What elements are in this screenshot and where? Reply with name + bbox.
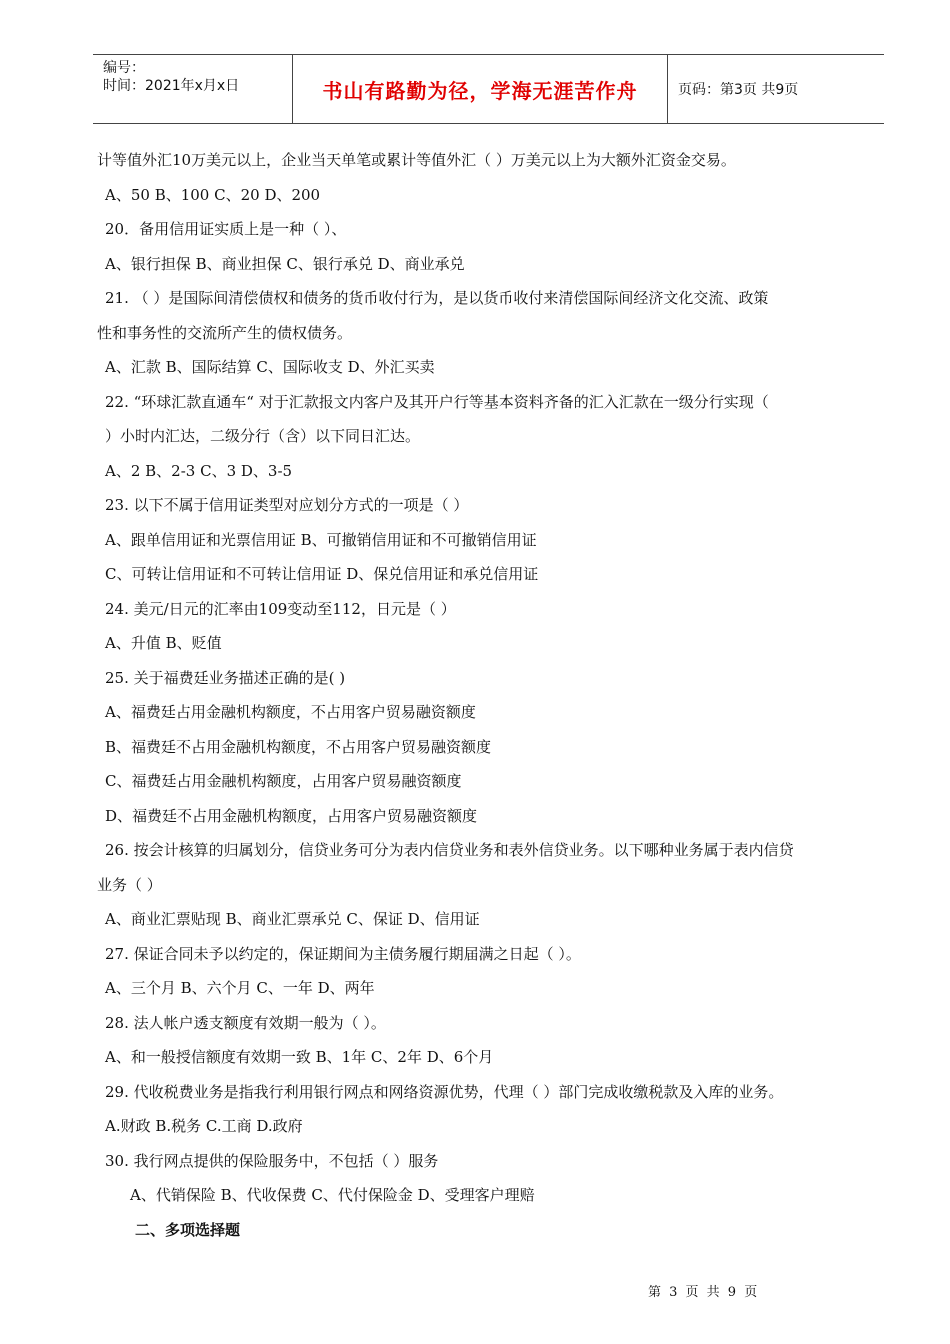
question-text: 29. 代收税费业务是指我行利用银行网点和网络资源优势，代理（ ）部门完成收缴税款及入库的业务。 bbox=[105, 1082, 784, 1101]
answer-options: A、升值 B、贬值 bbox=[105, 634, 222, 652]
section-heading: 二、多项选择题 bbox=[135, 1220, 241, 1239]
answer-options: A、三个月 B、六个月 C、一年 D、两年 bbox=[105, 979, 375, 997]
question-text: 28. 法人帐户透支额度有效期一般为（ ）。 bbox=[105, 1013, 386, 1032]
question-text: 30. 我行网点提供的保险服务中，不包括（ ）服务 bbox=[105, 1151, 439, 1170]
question-text: 26. 按会计核算的归属划分，信贷业务可分为表内信贷业务和表外信贷业务。以下哪种业务属于表内信贷 bbox=[105, 841, 794, 859]
question-text: 业务（ ） bbox=[97, 875, 162, 894]
answer-options: A、50 B、100 C、20 D、200 bbox=[105, 185, 321, 204]
question-text: 23. 以下不属于信用证类型对应划分方式的一项是（ ） bbox=[105, 496, 469, 514]
answer-options: A、2 B、2-3 C、3 D、3-5 bbox=[105, 461, 293, 480]
answer-options: B、福费廷不占用金融机构额度，不占用客户贸易融资额度 bbox=[105, 737, 492, 756]
question-text: 21. （ ）是国际间清偿债权和债务的货币收付行为，是以货币收付来清偿国际间经济文化交流、政策 bbox=[105, 289, 769, 307]
header-motto: 书山有路勤为径，学海无涯苦作舟 bbox=[293, 55, 668, 123]
page-header bbox=[93, 54, 884, 124]
answer-options: D、福费廷不占用金融机构额度，占用客户贸易融资额度 bbox=[105, 806, 478, 825]
header-meta bbox=[93, 55, 293, 123]
answer-options: A、跟单信用证和光票信用证 B、可撤销信用证和不可撤销信用证 bbox=[105, 530, 537, 549]
header-page-number: 页码：第3页 共9页 bbox=[678, 82, 799, 98]
document-number-label: 编号： bbox=[103, 60, 145, 76]
question-text: 22. “环球汇款直通车“ 对于汇款报文内客户及其开户行等基本资料齐备的汇入汇款在一级分行实现（ bbox=[105, 392, 769, 411]
document-time-label: 时间：2021年x月x日 bbox=[103, 78, 240, 94]
document-body bbox=[97, 150, 897, 1254]
answer-options: C、可转让信用证和不可转让信用证 D、保兑信用证和承兑信用证 bbox=[105, 565, 539, 583]
answer-options: A、银行担保 B、商业担保 C、银行承兑 D、商业承兑 bbox=[105, 254, 465, 273]
answer-options: A、商业汇票贴现 B、商业汇票承兑 C、保证 D、信用证 bbox=[105, 910, 480, 928]
page-footer: 第 3 页 共 9 页 bbox=[648, 1285, 758, 1300]
question-text: 计等值外汇10万美元以上，企业当天单笔或累计等值外汇（ ）万美元以上为大额外汇资金交易。 bbox=[97, 151, 736, 169]
answer-options: A、汇款 B、国际结算 C、国际收支 D、外汇买卖 bbox=[105, 358, 435, 376]
answer-options: A、福费廷占用金融机构额度，不占用客户贸易融资额度 bbox=[105, 703, 476, 721]
answer-options: C、福费廷占用金融机构额度，占用客户贸易融资额度 bbox=[105, 772, 462, 790]
answer-options: A.财政 B.税务 C.工商 D.政府 bbox=[105, 1117, 303, 1135]
question-text: 27. 保证合同未予以约定的，保证期间为主债务履行期届满之日起（ ）。 bbox=[105, 944, 581, 963]
answer-options: A、和一般授信额度有效期一致 B、1年 C、2年 D、6个月 bbox=[105, 1048, 494, 1066]
question-text: 20．备用信用证实质上是一种（ ）、 bbox=[105, 220, 347, 238]
question-text: 24. 美元/日元的汇率由109变动至112，日元是（ ） bbox=[105, 599, 456, 618]
answer-options: A、代销保险 B、代收保费 C、代付保险金 D、受理客户理赔 bbox=[130, 1186, 535, 1204]
question-text: 25. 关于福费廷业务描述正确的是( ) bbox=[105, 668, 346, 687]
question-text: 性和事务性的交流所产生的债权债务。 bbox=[97, 323, 353, 342]
question-text: ）小时内汇达，二级分行（含）以下同日汇达。 bbox=[105, 427, 421, 445]
